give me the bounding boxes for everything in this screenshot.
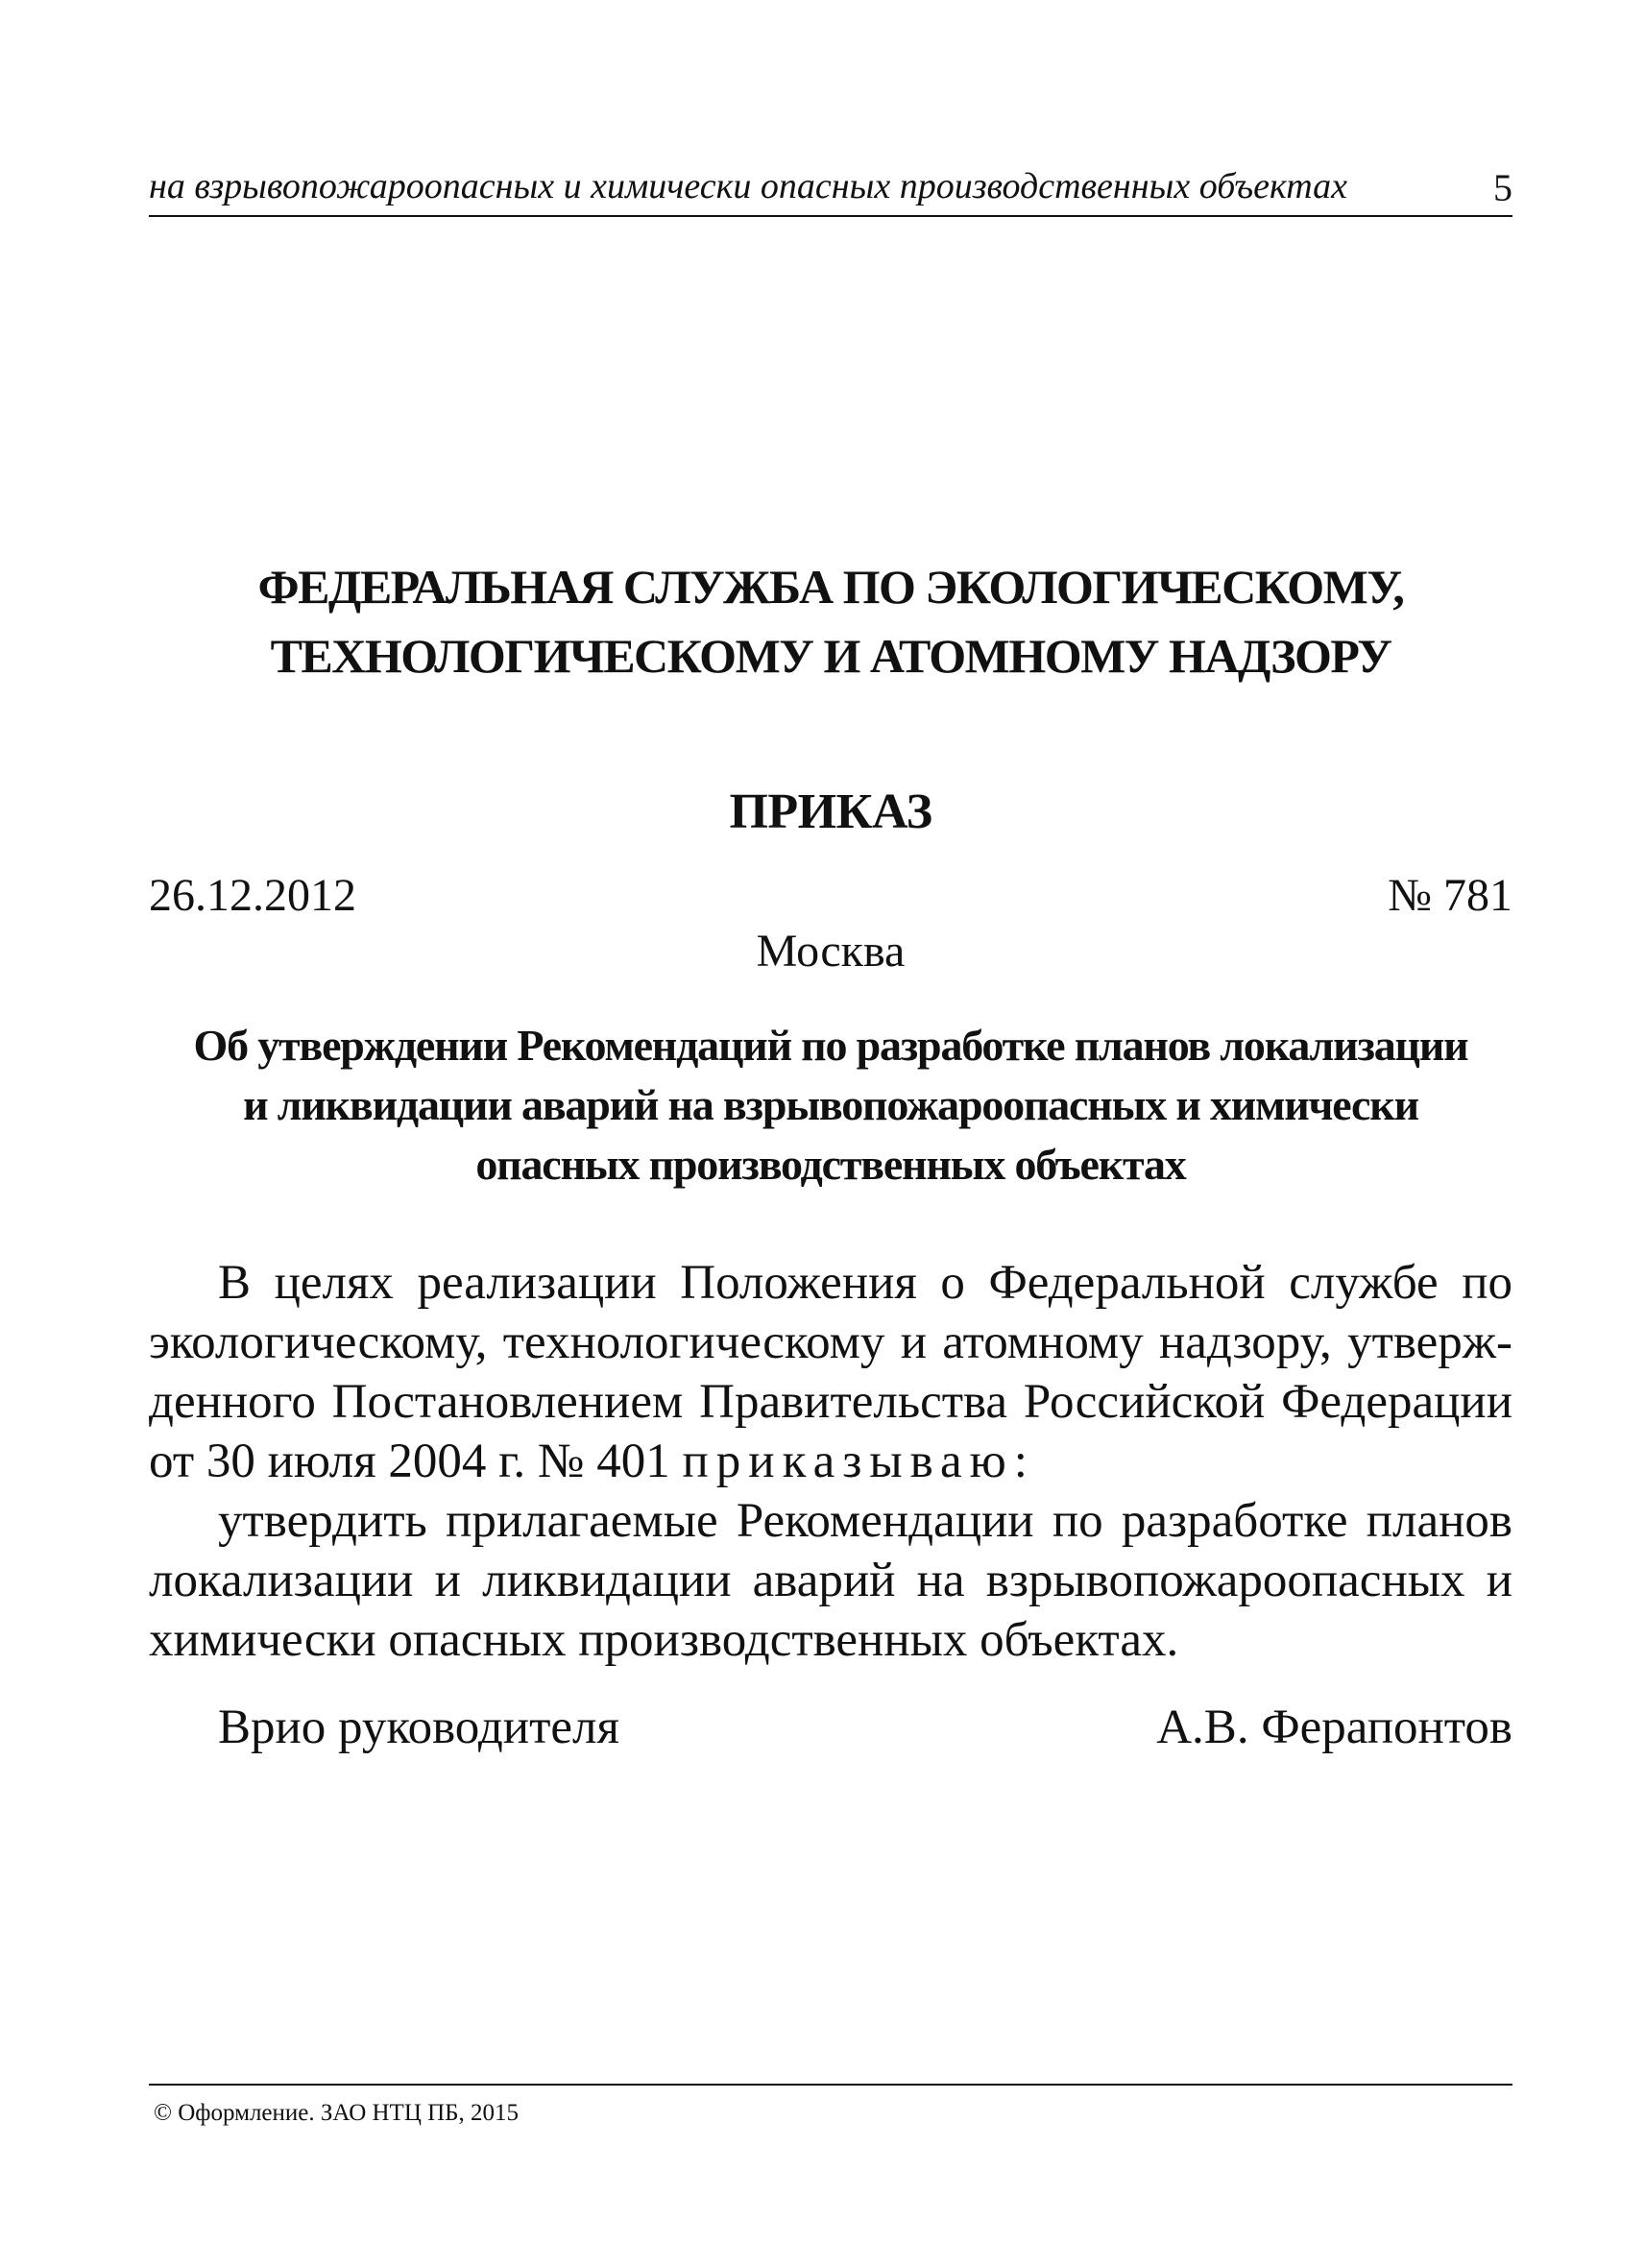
document-subject bbox=[149, 1016, 1512, 1194]
signature-role: Врио руководителя bbox=[218, 1701, 619, 1754]
subject-line-3: опасных производственных объектах bbox=[475, 1140, 1186, 1189]
body-paragraph-1-line-4 bbox=[149, 1432, 1512, 1491]
agency-name-line-2: ТЕХНОЛОГИЧЕСКОМУ И АТОМНОМУ НАДЗОРУ bbox=[270, 629, 1391, 683]
subject-line-1: Об утверждении Рекомендаций по разработке планов локализации bbox=[193, 1021, 1468, 1070]
body-paragraph-1-line-4-start: от 30 июля 2004 г. № 401 bbox=[149, 1435, 683, 1488]
page-number: 5 bbox=[1493, 166, 1512, 209]
body-paragraph-1-line-3: денного Постановлением Правительства Российской Федерации bbox=[149, 1375, 1512, 1429]
document-city: Москва bbox=[756, 926, 906, 977]
body-paragraph-1-line-2: экологическому, технологическому и атомному надзору, утверж- bbox=[149, 1315, 1512, 1369]
body-paragraph-1-line-1: В целях реализации Положения о Федеральной службе по bbox=[218, 1256, 1512, 1310]
order-verb: приказываю: bbox=[682, 1435, 1035, 1488]
document-body bbox=[149, 1253, 1512, 1670]
footer-rule bbox=[149, 2084, 1512, 2086]
agency-name-line-1: ФЕДЕРАЛЬНАЯ СЛУЖБА ПО ЭКОЛОГИЧЕСКОМУ, bbox=[257, 560, 1404, 614]
document-type: ПРИКАЗ bbox=[729, 784, 932, 839]
document-date: 26.12.2012 bbox=[149, 870, 356, 921]
body-paragraph-2-line-2: локализации и ликвидации аварий на взрывопожароопасных и bbox=[149, 1554, 1512, 1607]
running-header bbox=[149, 161, 1512, 217]
document-number: № 781 bbox=[1388, 870, 1512, 921]
subject-line-2: и ликвидации аварий на взрывопожароопасных и химически bbox=[243, 1080, 1418, 1129]
body-paragraph-2-line-3: химически опасных производственных объектах. bbox=[149, 1613, 1179, 1667]
signature-name: А.В. Ферапонтов bbox=[1156, 1701, 1512, 1754]
body-paragraph-2-line-1: утвердить прилагаемые Рекомендации по разработке планов bbox=[218, 1494, 1512, 1548]
footer-copyright: © Оформление. ЗАО НТЦ ПБ, 2015 bbox=[154, 2100, 520, 2126]
agency-name bbox=[149, 552, 1512, 690]
running-header-title: на взрывопожароопасных и химически опасных производственных объектах bbox=[149, 166, 1348, 206]
